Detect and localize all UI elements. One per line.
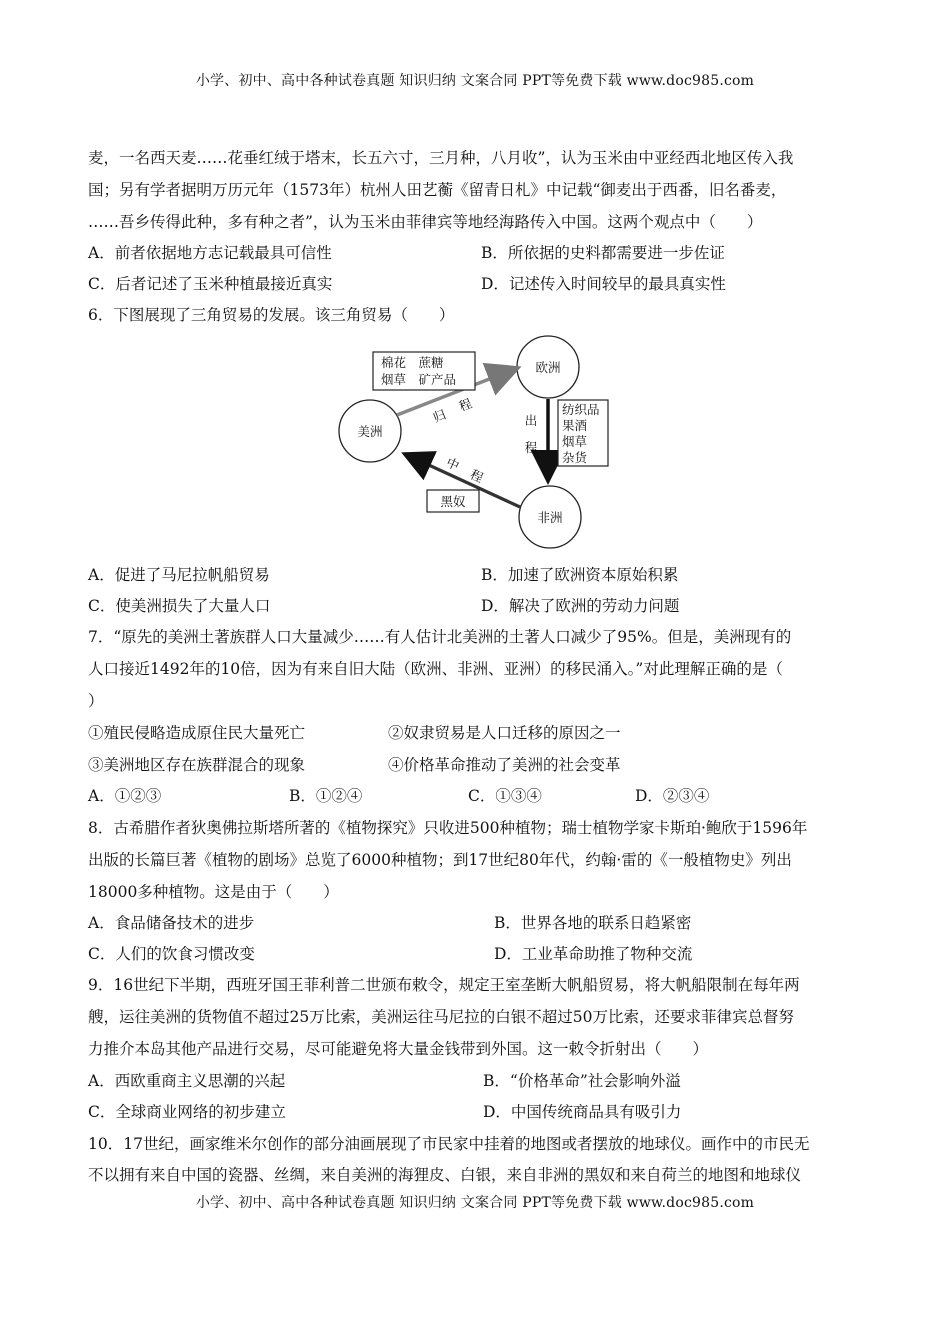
q8-option-a: A．食品储备技术的进步 xyxy=(88,914,255,932)
q6-option-c: C．使美洲损失了大量人口 xyxy=(88,597,271,615)
q10-line-2: 不以拥有来自中国的瓷器、丝绸，来自美洲的海狸皮、白银，来自非洲的黑奴和来自荷兰的地图和地球仪 xyxy=(88,1166,802,1184)
q8-option-c: C．人们的饮食习惯改变 xyxy=(88,945,255,963)
q5-line-2: 国；另有学者据明万历元年（1573年）杭州人田艺蘅《留青日札》中记载“御麦出于西番，旧名番麦， xyxy=(88,181,787,199)
q9-line-1: 9．16世纪下半期，西班牙国王菲利普二世颁布敕令，规定王室垄断大帆船贸易，将大帆船限制在每年两 xyxy=(88,976,800,994)
q5-option-a: A．前者依据地方志记载最具可信性 xyxy=(88,244,332,262)
middle-passage-label-1: 中 xyxy=(444,454,462,474)
america-label: 美洲 xyxy=(357,424,383,439)
q7-option-c: C．①③④ xyxy=(468,787,542,805)
q7-item-3: ③美洲地区存在族群混合的现象 xyxy=(88,756,306,774)
page-footer: 小学、初中、高中各种试卷真题 知识归纳 文案合同 PPT等免费下载 www.doc985.com xyxy=(195,1195,755,1211)
africa-label: 非洲 xyxy=(537,510,563,525)
q8-line-1: 8．古希腊作者狄奥佛拉斯塔所著的《植物探究》只收进500种植物；瑞士植物学家卡斯珀·鲍欣于1596年 xyxy=(88,819,808,837)
q7-option-a: A．①②③ xyxy=(88,787,162,805)
return-goods-line-1: 棉花 蔗糖 xyxy=(381,355,444,370)
q6-stem: 6．下图展现了三角贸易的发展。该三角贸易（ ） xyxy=(88,306,455,324)
q6-option-b: B．加速了欧洲资本原始积累 xyxy=(481,566,679,584)
q9-option-b: B．“价格革命”社会影响外溢 xyxy=(483,1072,681,1090)
outward-goods-line-2: 果酒 xyxy=(562,418,588,433)
outward-goods-line-4: 杂货 xyxy=(562,450,588,465)
q7-item-2: ②奴隶贸易是人口迁移的原因之一 xyxy=(388,724,621,742)
return-leg-label-1: 归 xyxy=(430,406,448,426)
q8-line-2: 出版的长篇巨著《植物的剧场》总览了6000种植物；到17世纪80年代，约翰·雷的《一般植物史》列出 xyxy=(88,851,792,869)
return-leg-label-2: 程 xyxy=(456,395,474,415)
q7-line-1: 7．“原先的美洲土著族群人口大量减少……有人估计北美洲的土著人口减少了95%。但是，美洲现有的 xyxy=(88,628,792,646)
europe-label: 欧洲 xyxy=(535,360,561,375)
outward-goods-line-1: 纺织品 xyxy=(562,402,600,417)
q8-line-3: 18000多种植物。这是由于（ ） xyxy=(88,883,339,901)
q6-option-a: A．促进了马尼拉帆船贸易 xyxy=(88,566,270,584)
q9-line-3: 力推介本岛其他产品进行交易，尽可能避免将大量金钱带到外国。这一敕令折射出（ ） xyxy=(88,1040,709,1058)
q8-option-d: D．工业革命助推了物种交流 xyxy=(494,945,693,963)
q7-item-4: ④价格革命推动了美洲的社会变革 xyxy=(388,756,621,774)
q7-line-3: ） xyxy=(88,692,104,710)
q5-option-d: D．记述传入时间较早的最具真实性 xyxy=(481,275,726,293)
q5-line-3: ……吾乡传得此种，多有种之者”，认为玉米由菲律宾等地经海路传入中国。这两个观点中（ ） xyxy=(88,213,763,231)
q7-line-2: 人口接近1492年的10倍，因为有来自旧大陆（欧洲、非洲、亚洲）的移民涌入。”对此理解正确的是（ xyxy=(88,660,783,678)
return-goods-line-2: 烟草 矿产品 xyxy=(381,372,457,387)
q7-option-b: B．①②④ xyxy=(289,787,363,805)
q7-option-d: D．②③④ xyxy=(635,787,710,805)
q5-line-1: 麦，一名西天麦……花垂红绒于塔末，长五六寸，三月种，八月收”，认为玉米由中亚经西北地区传入我 xyxy=(88,149,794,167)
middle-passage-label-2: 程 xyxy=(468,466,486,486)
q10-line-1: 10．17世纪，画家维米尔创作的部分油画展现了市民家中挂着的地图或者摆放的地球仪。画作中的市民无 xyxy=(88,1135,810,1153)
q5-option-c: C．后者记述了玉米种植最接近真实 xyxy=(88,275,333,293)
triangle-trade-diagram xyxy=(335,335,625,553)
outward-leg-label-2: 程 xyxy=(524,440,538,455)
q5-option-b: B．所依据的史料都需要进一步佐证 xyxy=(481,244,725,262)
q9-option-c: C．全球商业网络的初步建立 xyxy=(88,1103,286,1121)
slaves-label: 黑奴 xyxy=(440,494,466,509)
outward-goods-line-3: 烟草 xyxy=(562,434,588,449)
q9-option-d: D．中国传统商品具有吸引力 xyxy=(483,1103,682,1121)
q8-option-b: B．世界各地的联系日趋紧密 xyxy=(494,914,692,932)
q7-item-1: ①殖民侵略造成原住民大量死亡 xyxy=(88,724,306,742)
page-header: 小学、初中、高中各种试卷真题 知识归纳 文案合同 PPT等免费下载 www.doc985.com xyxy=(195,73,755,89)
q9-line-2: 艘，运往美洲的货物值不超过25万比索，美洲运往马尼拉的白银不超过50万比索，还要求菲律宾总督努 xyxy=(88,1008,794,1026)
outward-leg-label-1: 出 xyxy=(524,413,538,428)
q9-option-a: A．西欧重商主义思潮的兴起 xyxy=(88,1072,286,1090)
q6-option-d: D．解决了欧洲的劳动力问题 xyxy=(481,597,680,615)
